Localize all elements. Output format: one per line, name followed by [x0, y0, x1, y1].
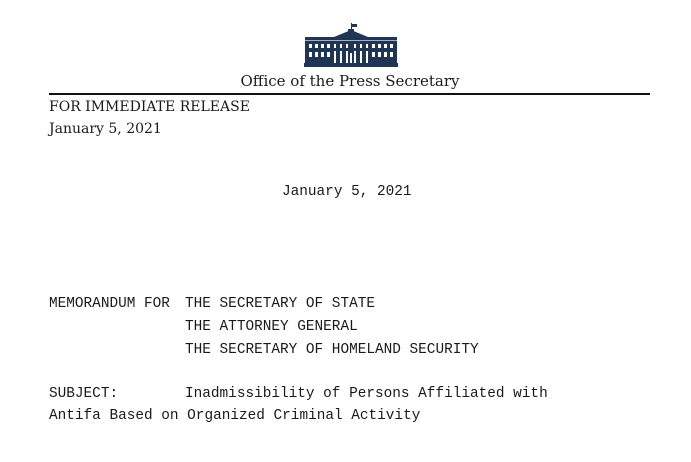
recipient-secretary-of-state: THE SECRETARY OF STATE — [185, 296, 375, 312]
office-title: Office of the Press Secretary — [240, 72, 460, 90]
recipient-secretary-homeland-security: THE SECRETARY OF HOMELAND SECURITY — [185, 342, 479, 358]
memo-date: January 5, 2021 — [282, 184, 412, 200]
recipient-attorney-general: THE ATTORNEY GENERAL — [185, 319, 358, 335]
subject-label: SUBJECT: — [49, 386, 119, 402]
subject-line-2: Antifa Based on Organized Criminal Activity — [49, 408, 421, 424]
white-house-icon — [304, 23, 398, 67]
memorandum-for-label: MEMORANDUM FOR — [49, 296, 170, 312]
release-label: FOR IMMEDIATE RELEASE — [49, 99, 250, 115]
header-divider — [49, 93, 650, 95]
subject-line-1: Inadmissibility of Persons Affiliated with — [185, 386, 548, 402]
release-date: January 5, 2021 — [49, 121, 162, 137]
